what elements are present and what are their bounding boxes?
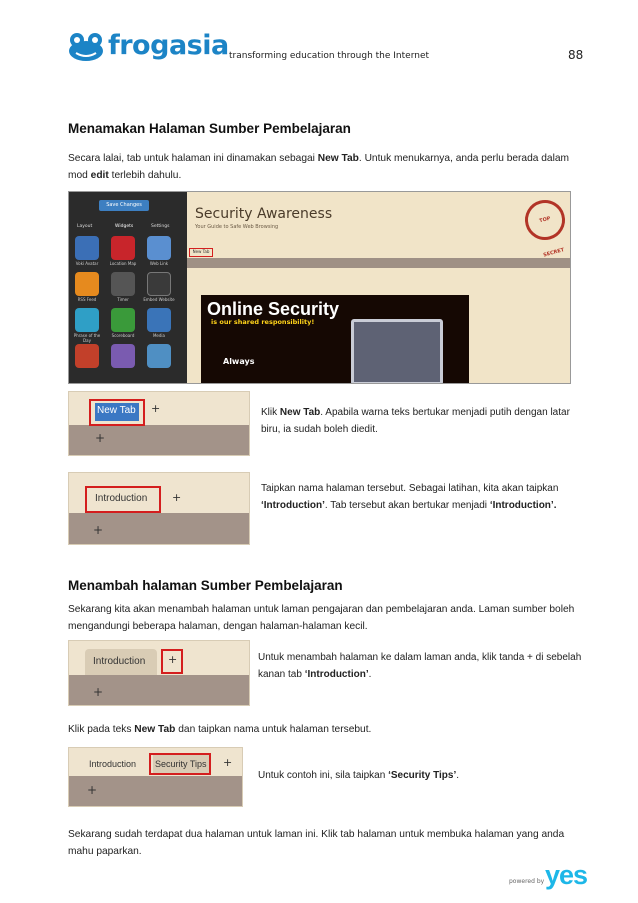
bold-edit: edit bbox=[90, 170, 109, 181]
add-tab-plus-icon: + bbox=[168, 653, 178, 666]
text-run: . Untuk menukarnya, anda perlu berada dalam mod bbox=[68, 153, 570, 181]
top-secret-stamp: TOP SECRET bbox=[521, 196, 570, 245]
folder-subtitle: Your Guide to Safe Web Browsing bbox=[195, 224, 279, 230]
text-run: Untuk contoh ini, sila taipkan bbox=[258, 770, 389, 781]
widget-label: Embed Website bbox=[143, 297, 175, 302]
widget-label: Voki Avatar bbox=[75, 261, 99, 266]
plus-icon: + bbox=[93, 685, 104, 699]
crop-add-page bbox=[68, 640, 250, 706]
text-run: terlebih dahulu. bbox=[108, 170, 182, 181]
text-run: Secara lalai, tab untuk halaman ini dinamakan sebagai bbox=[68, 153, 318, 164]
section-title-add: Menambah halaman Sumber Pembelajaran bbox=[68, 578, 343, 593]
frog-icon bbox=[68, 32, 104, 62]
save-changes-button: Save Changes bbox=[99, 200, 149, 211]
text-run: . Tab tersebut akan bertukar menjadi bbox=[324, 500, 490, 511]
widget-tile bbox=[111, 308, 135, 332]
bold-introduction: ‘Introduction’. bbox=[489, 500, 557, 511]
new-tab-label: New Tab bbox=[97, 405, 136, 416]
introduction-tab-label: Introduction bbox=[93, 656, 146, 667]
bold-new-tab: New Tab bbox=[317, 153, 359, 164]
page-number: 88 bbox=[568, 48, 584, 62]
widget-tile bbox=[111, 344, 135, 368]
section-title-rename: Menamakan Halaman Sumber Pembelajaran bbox=[68, 121, 351, 136]
highlight-box bbox=[89, 399, 145, 426]
step1-note bbox=[261, 404, 581, 438]
widget-tile bbox=[75, 308, 99, 332]
widget-tile bbox=[111, 272, 135, 296]
monitor-illustration bbox=[351, 319, 443, 384]
widget-label: Location Map bbox=[109, 261, 137, 266]
tab-settings: Settings bbox=[151, 224, 170, 229]
widget-label: Timer bbox=[117, 297, 129, 302]
text-run: Taipkan nama halaman tersebut. Sebagai latihan, kita akan taipkan bbox=[261, 483, 559, 494]
crop-new-tab bbox=[68, 391, 250, 456]
introduction-tab-label: Introduction bbox=[89, 759, 137, 769]
intro-paragraph bbox=[68, 150, 588, 184]
banner-subtitle: is our shared responsibility! bbox=[211, 318, 315, 326]
bold-new-tab: New Tab bbox=[134, 724, 176, 735]
highlight-box bbox=[149, 753, 211, 775]
plus-icon: + bbox=[87, 783, 98, 797]
bold-new-tab: New Tab bbox=[279, 407, 321, 418]
plus-icon: + bbox=[223, 756, 233, 769]
widget-tile bbox=[111, 236, 135, 260]
frogasia-logo bbox=[68, 30, 229, 70]
page-header bbox=[0, 0, 638, 80]
widget-tile bbox=[75, 236, 99, 260]
widget-tile bbox=[147, 308, 171, 332]
bold-introduction: ‘Introduction’ bbox=[304, 669, 369, 680]
text-run: Klik bbox=[261, 407, 280, 418]
tab-layout: Layout bbox=[77, 224, 93, 229]
widget-label: Phrase of the Day bbox=[73, 333, 101, 343]
text-run: dan taipkan nama untuk halaman tersebut. bbox=[175, 724, 372, 735]
plus-icon: + bbox=[172, 491, 182, 504]
widget-tile bbox=[75, 344, 99, 368]
text-run: . bbox=[368, 669, 372, 680]
text-run: Untuk menambah halaman ke dalam laman anda, klik tanda + di sebelah kanan tab bbox=[258, 652, 582, 680]
new-tab-highlight: New Tab bbox=[189, 248, 213, 257]
step3-note bbox=[258, 649, 588, 683]
banner-title: Online Security bbox=[207, 299, 340, 319]
folder-title: Security Awareness bbox=[195, 206, 333, 222]
highlight-box bbox=[85, 486, 161, 513]
brand-name: frogasia bbox=[108, 30, 229, 61]
text-run: Klik pada teks bbox=[68, 724, 135, 735]
security-tips-tab-label: Security Tips bbox=[155, 759, 207, 769]
plus-icon: + bbox=[93, 523, 104, 537]
widget-tile bbox=[147, 236, 171, 260]
powered-by-label: powered by bbox=[509, 878, 545, 885]
plus-icon: + bbox=[95, 431, 106, 445]
tab-band bbox=[187, 258, 571, 268]
closing-paragraph: Sekarang sudah terdapat dua halaman untuk laman ini. Klik tab halaman untuk membuka halaman yang anda mahu paparkan. bbox=[68, 829, 565, 857]
folder-page bbox=[187, 192, 571, 384]
online-security-banner bbox=[201, 295, 469, 384]
sidebar-tabs bbox=[73, 222, 183, 232]
editor-screenshot bbox=[68, 191, 571, 384]
tab-widgets: Widgets bbox=[115, 224, 134, 229]
instruction-line bbox=[68, 721, 588, 738]
widget-label: Scoreboard bbox=[111, 333, 135, 338]
banner-always: Always bbox=[223, 357, 255, 366]
step2-note bbox=[261, 480, 586, 514]
bold-introduction: ‘Introduction’ bbox=[261, 500, 325, 511]
widget-label: Media bbox=[152, 333, 165, 338]
yes-logo: yes bbox=[545, 860, 588, 890]
widget-tile bbox=[75, 272, 99, 296]
widget-label: Web Link bbox=[149, 261, 169, 266]
widget-sidebar bbox=[69, 192, 187, 384]
crop-introduction bbox=[68, 472, 250, 545]
introduction-tab-label: Introduction bbox=[95, 493, 148, 504]
step4-note bbox=[258, 767, 578, 784]
plus-icon: + bbox=[151, 402, 161, 415]
text-run: . bbox=[456, 770, 460, 781]
widget-tile bbox=[147, 272, 171, 296]
tagline: transforming education through the Internet bbox=[229, 51, 430, 61]
add-paragraph: Sekarang kita akan menambah halaman untuk laman pengajaran dan pembelajaran anda. Laman sumber boleh mengandungi beberapa halaman, dengan halaman-halaman kecil. bbox=[68, 604, 575, 632]
crop-security-tips bbox=[68, 747, 243, 807]
widget-tile bbox=[147, 344, 171, 368]
widget-label: RSS Feed bbox=[77, 297, 97, 302]
text-run: . Apabila warna teks bertukar menjadi putih dengan latar biru, ia sudah boleh diedit. bbox=[261, 407, 570, 435]
bold-security-tips: ‘Security Tips’ bbox=[388, 770, 457, 781]
